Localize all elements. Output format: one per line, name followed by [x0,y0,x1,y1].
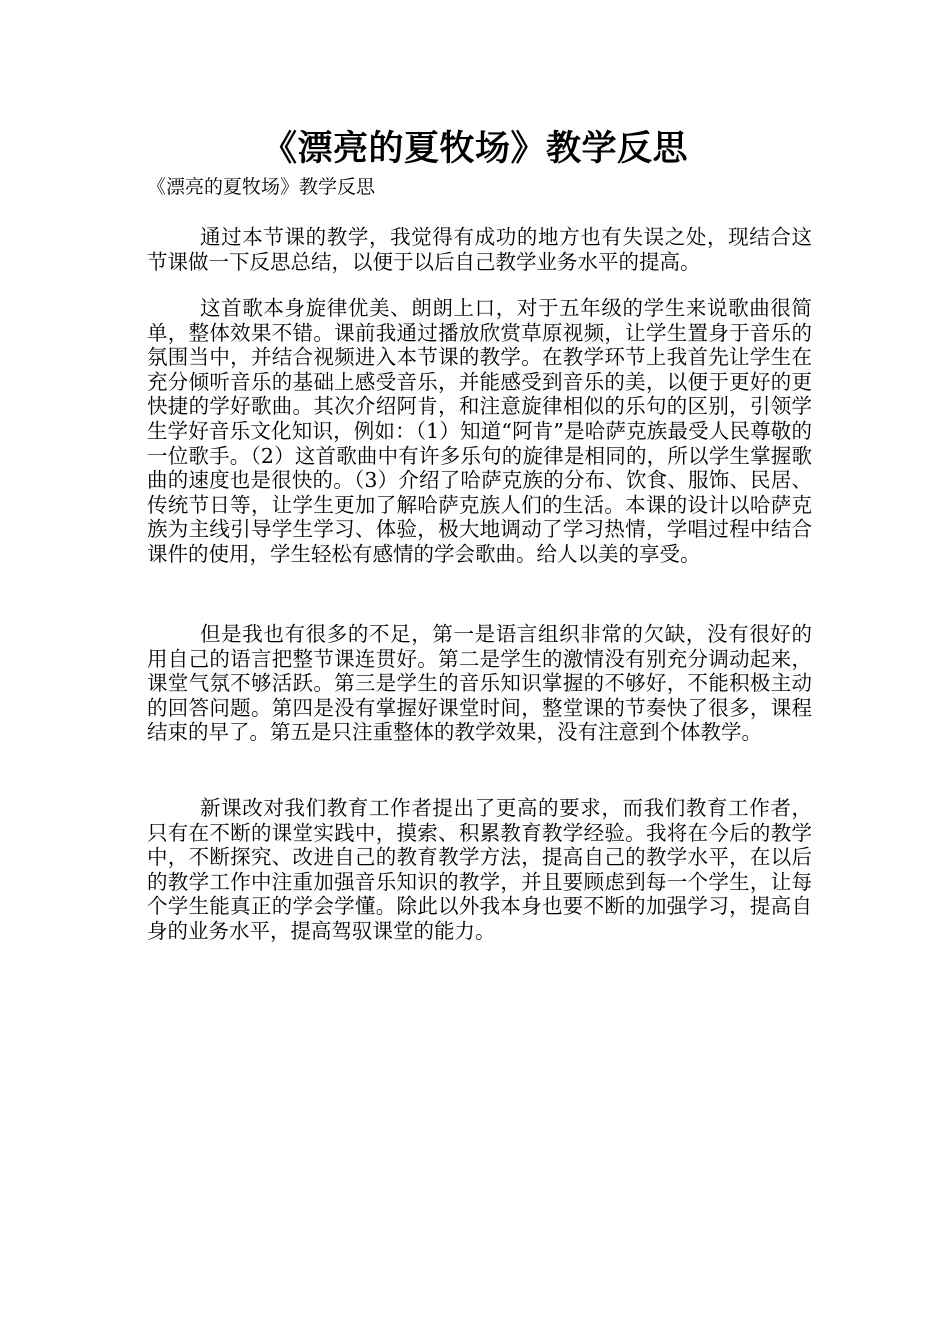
document-subtitle: 《漂亮的夏牧场》教学反思 [147,176,376,198]
paragraph-shortcomings: 但是我也有很多的不足，第一是语言组织非常的欠缺，没有很好的用自己的语言把整节课连贯好。第二是学生的激情没有别充分调动起来，课堂气氛不够活跃。第三是学生的音乐知识掌握的不够好，不能积极主动的回答问题。第四是没有掌握好课堂时间，整堂课的节奏快了很多，课程结束的早了。第五是只注重整体的教学效果，没有注意到个体教学。 [147,622,812,745]
document-title: 《漂亮的夏牧场》教学反思 [261,128,688,169]
paragraph-conclusion: 新课改对我们教育工作者提出了更高的要求，而我们教育工作者，只有在不断的课堂实践中，摸索、积累教育教学经验。我将在今后的教学中，不断探究、改进自己的教育教学方法，提高自己的教学水平，在以后的教学工作中注重加强音乐知识的教学，并且要顾虑到每一个学生，让每个学生能真正的学会学懂。除此以外我本身也要不断的加强学习，提高自身的业务水平，提高驾驭课堂的能力。 [147,796,812,943]
paragraph-intro: 通过本节课的教学，我觉得有成功的地方也有失误之处，现结合这节课做一下反思总结，以便于以后自己教学业务水平的提高。 [147,225,812,274]
paragraph-strengths: 这首歌本身旋律优美、朗朗上口，对于五年级的学生来说歌曲很简单，整体效果不错。课前我通过播放欣赏草原视频，让学生置身于音乐的氛围当中，并结合视频进入本节课的教学。在教学环节上我首先让学生在充分倾听音乐的基础上感受音乐，并能感受到音乐的美，以便于更好的更快捷的学好歌曲。其次介绍阿肯，和注意旋律相似的乐句的区别，引领学生学好音乐文化知识，例如：（1）知道“阿肯”是哈萨克族最受人民尊敬的一位歌手。（2）这首歌曲中有许多乐句的旋律是相同的，所以学生掌握歌曲的速度也是很快的。（3）介绍了哈萨克族的分布、饮食、服饰、民居、传统节日等，让学生更加了解哈萨克族人们的生活。本课的设计以哈萨克族为主线引导学生学习、体验，极大地调动了学习热情，学唱过程中结合课件的使用，学生轻松有感情的学会歌曲。给人以美的享受。 [147,296,812,566]
